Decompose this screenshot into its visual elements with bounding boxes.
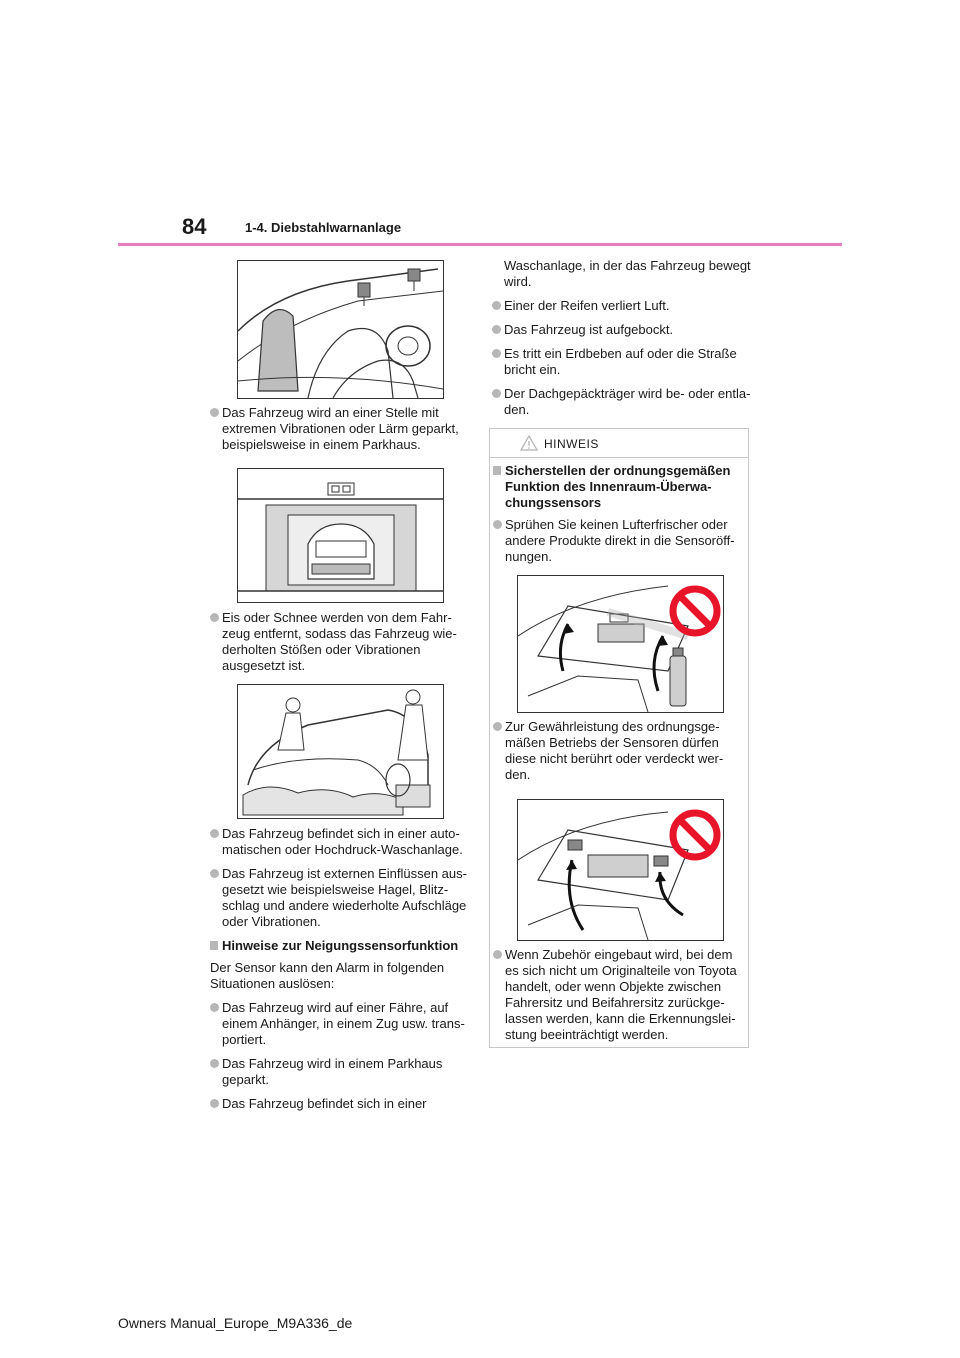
list-item: Das Fahrzeug befindet sich in einer bbox=[210, 1096, 470, 1112]
left-column-block-1 bbox=[210, 405, 470, 461]
illustration-car-interior bbox=[237, 260, 444, 399]
list-item: Es tritt ein Erdbeben auf oder die Straße bricht ein. bbox=[492, 346, 752, 378]
list-item: Einer der Reifen verliert Luft. bbox=[492, 298, 752, 314]
notice-title: HINWEIS bbox=[544, 437, 599, 451]
snow-removal-drawing bbox=[238, 685, 443, 818]
warning-icon bbox=[520, 435, 538, 451]
notice-content-1 bbox=[493, 463, 743, 573]
prohibition-icon bbox=[668, 808, 722, 862]
illustration-parking-garage bbox=[237, 468, 444, 603]
prohibition-icon bbox=[668, 584, 722, 638]
illustration-touch-prohibited bbox=[517, 799, 724, 941]
list-item: Das Fahrzeug ist aufgebockt. bbox=[492, 322, 752, 338]
continuation-text: Waschanlage, in der das Fahrzeug bewegt wird. bbox=[504, 258, 751, 289]
list-item: Sprühen Sie keinen Lufterfrischer oder andere Produkte direkt in die Sensoröff-nungen. bbox=[493, 517, 743, 565]
footer-text: Owners Manual_Europe_M9A336_de bbox=[118, 1315, 353, 1331]
header-rule bbox=[118, 243, 842, 246]
list-item: Der Dachgepäckträger wird be- oder entla-den. bbox=[492, 386, 752, 418]
list-item: Wenn Zubehör eingebaut wird, bei dem es sich nicht um Originalteile von Toyota handelt, oder wenn Objekte zwischen Fahrersitz und Beifahrersitz zurückge-lassen werden, kann die Erkennungslei-stung beeinträchtigt werden. bbox=[493, 947, 743, 1043]
list-item: Das Fahrzeug wird auf einer Fähre, auf einem Anhänger, in einem Zug usw. trans-portiert. bbox=[210, 1000, 470, 1048]
right-column-block bbox=[492, 258, 752, 426]
page-number: 84 bbox=[182, 214, 207, 239]
intro-text: Der Sensor kann den Alarm in folgenden Situationen auslösen: bbox=[210, 960, 445, 991]
list-item: Das Fahrzeug ist externen Einflüssen aus-gesetzt wie beispielsweise Hagel, Blitz-schlag und andere wiederholte Aufschläge oder Vibrationen. bbox=[210, 866, 470, 930]
list-item: Das Fahrzeug wird in einem Parkhaus geparkt. bbox=[210, 1056, 470, 1088]
list-item: Das Fahrzeug befindet sich in einer auto-matischen oder Hochdruck-Waschanlage. bbox=[210, 826, 470, 858]
list-item: Zur Gewährleistung des ordnungsge-mäßen Betriebs der Sensoren dürfen diese nicht berührt oder verdeckt wer-den. bbox=[493, 719, 743, 783]
illustration-spray-prohibited bbox=[517, 575, 724, 713]
notice-content-2 bbox=[493, 719, 743, 791]
illustration-snow-removal bbox=[237, 684, 444, 819]
subsection-heading: Hinweise zur Neigungssensorfunktion bbox=[210, 938, 470, 954]
notice-box bbox=[489, 428, 749, 1048]
list-item: Das Fahrzeug wird an einer Stelle mit extremen Vibrationen oder Lärm geparkt, beispielsweise in einem Parkhaus. bbox=[210, 405, 470, 453]
list-item: Eis oder Schnee werden von dem Fahr-zeug entfernt, sodass das Fahrzeug wie-derholten Stößen oder Vibrationen ausgesetzt ist. bbox=[210, 610, 470, 674]
notice-heading: Sicherstellen der ordnungsgemäßen Funktion des Innenraum-Überwa-chungssensors bbox=[493, 463, 743, 511]
section-title: 1-4. Diebstahlwarnanlage bbox=[245, 220, 402, 235]
left-column-block-3 bbox=[210, 826, 470, 1120]
notice-content-3 bbox=[493, 947, 743, 1051]
notice-header bbox=[490, 429, 748, 458]
car-interior-drawing bbox=[238, 261, 443, 398]
left-column-block-2 bbox=[210, 610, 470, 682]
parking-garage-drawing bbox=[238, 469, 443, 602]
